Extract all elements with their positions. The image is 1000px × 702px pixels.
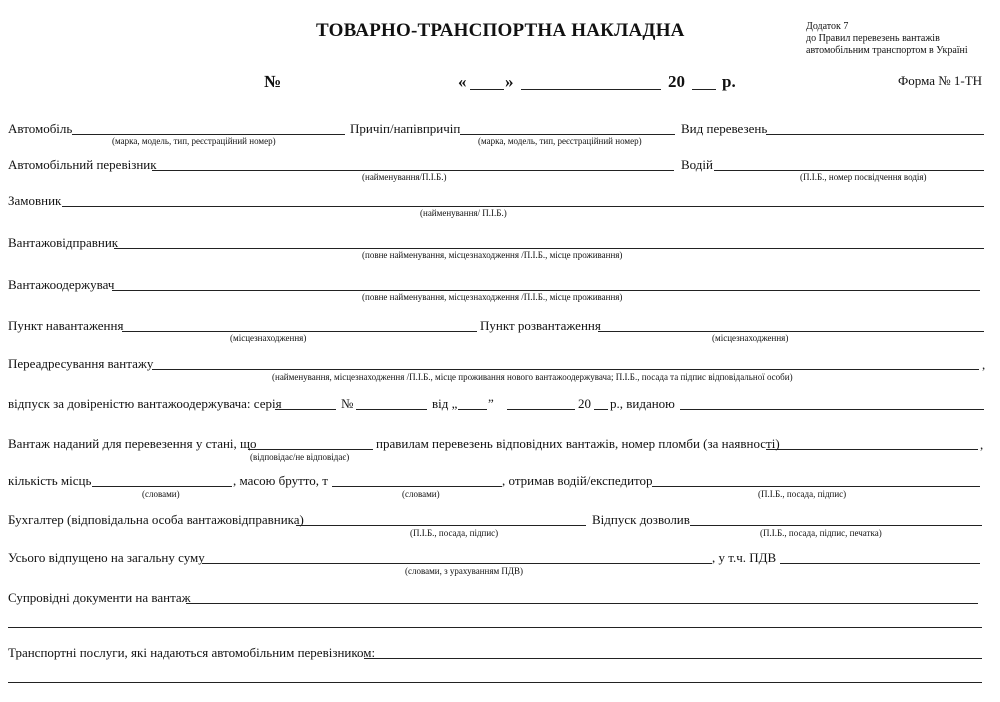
seal-number-field[interactable] [766,449,978,450]
release-day-field[interactable] [458,409,487,410]
document-title: ТОВАРНО-ТРАНСПОРТНА НАКЛАДНА [316,20,685,41]
transport-services-label: Транспортні послуги, які надаються автомобільним перевізником: [8,645,376,660]
customer-hint: (найменування/ П.І.Б.) [420,208,507,218]
year-suffix: р. [722,72,736,91]
shipper-hint: (повне найменування, місцезнаходження /П.І.Б., місце проживання) [362,250,623,260]
release-no-label: № [341,396,354,411]
release-month-field[interactable] [507,409,575,410]
trailer-label: Причіп/напівпричіп [350,121,461,136]
cargo-state-label: Вантаж наданий для перевезення у стані, що [8,436,257,451]
date-close-quote: » [505,72,514,91]
transport-services-field-2[interactable] [8,682,982,683]
release-year-field[interactable] [594,409,608,410]
received-by-hint: (П.І.Б., посада, підпис) [758,489,847,499]
customer-field[interactable] [62,206,984,207]
loading-point-field[interactable] [122,331,477,332]
trailer-field[interactable] [460,134,675,135]
release-year-label: 20 [578,396,591,411]
date-open-quote: « [458,72,467,91]
consignee-hint: (повне найменування, місцезнаходження /П.І.Б., місце проживання) [362,292,623,302]
unloading-point-hint: (місцезнаходження) [712,333,789,343]
cargo-rules-label: правилам перевезень відповідних вантажів, номер пломби (за наявності) [376,436,780,451]
total-sum-hint: (словами, з урахуванням ПДВ) [405,566,524,576]
places-count-label: кількість місць [8,473,92,488]
accountant-hint: (П.І.Б., посада, підпис) [410,528,499,538]
release-allowed-field[interactable] [690,525,982,526]
release-series-field[interactable] [275,409,336,410]
accountant-field[interactable] [296,525,586,526]
cargo-state-hint: (відповідає/не відповідає) [250,452,350,462]
annex-line-1: Додаток 7 [806,21,849,32]
month-field[interactable] [521,89,661,90]
redirect-hint: (найменування, місцезнаходження /П.І.Б., місце проживання нового вантажоодержувача; П.І.Б., посада та підпис відповідальної особи) [272,372,793,382]
gross-mass-field[interactable] [332,486,502,487]
annex-line-2: до Правил перевезень вантажів [806,33,940,44]
received-by-label: , отримав водій/експедитор [502,473,653,488]
number-sign: № [264,72,282,91]
accountant-label: Бухгалтер (відповідальна особа вантажовідправника) [8,512,304,527]
vat-label: , у т.ч. ПДВ [712,550,777,565]
unloading-point-label: Пункт розвантаження [480,318,601,333]
year-prefix: 20 [668,72,685,91]
release-allowed-hint: (П.І.Б., посада, підпис, печатка) [760,528,882,538]
vehicle-field[interactable] [72,134,345,135]
release-no-field[interactable] [356,409,427,410]
total-sum-label: Усього відпущено на загальну суму [8,550,205,565]
loading-point-hint: (місцезнаходження) [230,333,307,343]
vehicle-hint: (марка, модель, тип, реєстраційний номер) [112,136,276,146]
driver-label: Водій [681,157,713,172]
release-quote: ” [488,396,494,411]
accompanying-docs-label: Супровідні документи на вантаж [8,590,191,605]
day-field[interactable] [470,89,504,90]
customer-label: Замовник [8,193,62,208]
received-by-field[interactable] [652,486,980,487]
places-count-hint: (словами) [142,489,180,499]
transport-kind-label: Вид перевезень [681,121,768,136]
carrier-field[interactable] [152,170,674,171]
vat-field[interactable] [780,563,980,564]
consignee-label: Вантажоодержувач [8,277,115,292]
loading-point-label: Пункт навантаження [8,318,124,333]
release-issued-field[interactable] [680,409,984,410]
gross-mass-label: , масою брутто, т [233,473,328,488]
release-series-label: відпуск за довіреністю вантажоодержувача: серія [8,396,282,411]
unloading-point-field[interactable] [598,331,984,332]
annex-line-3: автомобільним транспортом в Україні [806,45,968,56]
transport-services-field[interactable] [364,658,982,659]
release-from-label: від „ [432,396,458,411]
driver-field[interactable] [714,170,984,171]
consignee-field[interactable] [112,290,980,291]
transport-kind-field[interactable] [766,134,984,135]
cargo-state-field[interactable] [248,449,373,450]
carrier-label: Автомобільний перевізник [8,157,157,172]
year-field[interactable] [692,89,716,90]
shipper-label: Вантажовідправник [8,235,119,250]
carrier-hint: (найменування/П.І.Б.) [362,172,447,182]
shipper-field[interactable] [114,248,984,249]
redirect-label: Переадресування вантажу [8,356,154,371]
driver-hint: (П.І.Б., номер посвідчення водія) [800,172,927,182]
trailer-hint: (марка, модель, тип, реєстраційний номер) [478,136,642,146]
gross-mass-hint: (словами) [402,489,440,499]
redirect-field[interactable] [152,369,979,370]
total-sum-field[interactable] [202,563,712,564]
form-number: Форма № 1-ТН [898,73,983,88]
release-allowed-label: Відпуск дозволив [592,512,690,527]
accompanying-docs-field-2[interactable] [8,627,982,628]
vehicle-label: Автомобіль [8,121,73,136]
release-issued-label: р., виданою [610,396,675,411]
places-count-field[interactable] [92,486,232,487]
accompanying-docs-field[interactable] [186,603,978,604]
seal-comma: , [980,437,984,452]
redirect-comma: , [982,357,986,372]
